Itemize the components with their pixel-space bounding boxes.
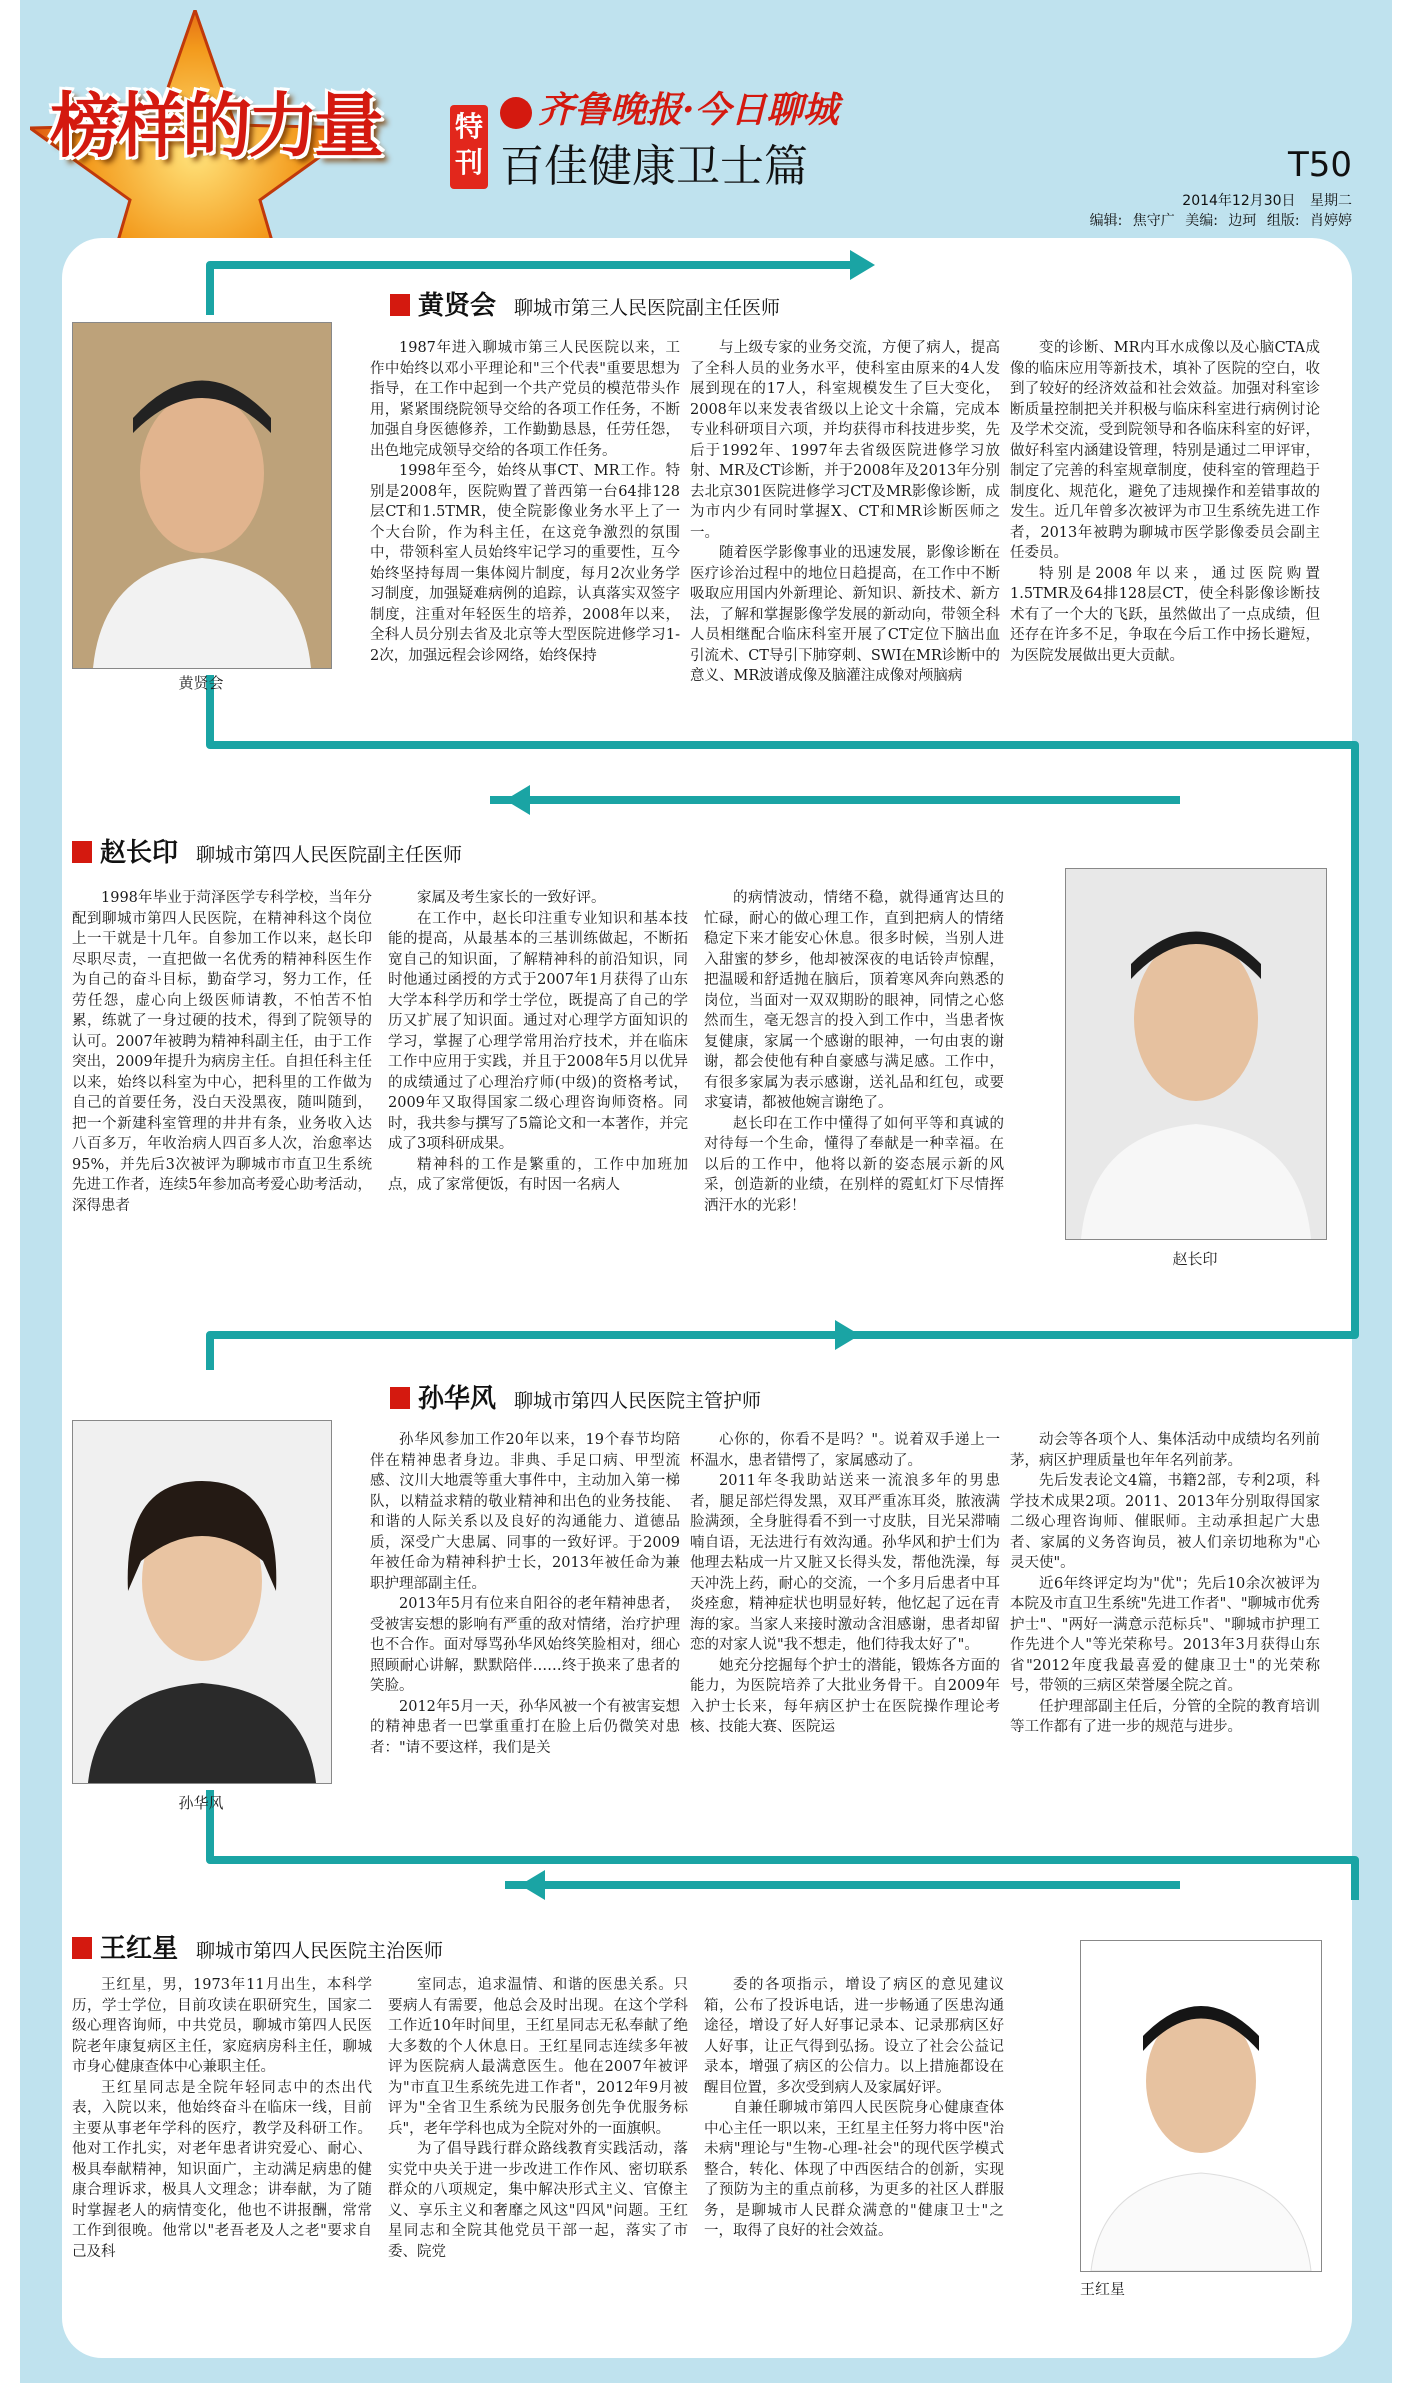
profile-name: 黄贤会 [418, 291, 497, 321]
profile-header-4 [72, 1928, 443, 1965]
profile-name: 赵长印 [100, 838, 179, 868]
masthead [20, 0, 1392, 240]
profile-title: 聊城市第四人民医院副主任医师 [196, 844, 463, 866]
newspaper-name-text: 齐鲁晚报·今日聊城 [538, 89, 839, 131]
newspaper-name [500, 82, 839, 133]
photo-caption: 赵长印 [1172, 1250, 1218, 1268]
article-column: 与上级专家的业务交流，方便了病人，提高了全科人员的业务水平，使科室由原来的4人发展到现在的17人，科室规模发生了巨大变化，2008年以来发表省级以上论文十余篇，完成本专业科研项目六项，并均获得市科技进步奖，先后于1992年、1997年去省级医院进修学习放射、MR及CT诊断，并于2008年及2013年分别去北京301医院进修学习CT及MR影像诊断，成为市内少有同时掌握X、CT和MR诊断医师之一。 随着医学影像事业的迅速发展，影像诊断在医疗诊治过程中的地位日趋提高，在工作中不断吸取应用国内外新理论、新知识、新技术、新方法，了解和掌握影像学发展的新动向，带领全科人员相继配合临床科室开展了CT定位下脑出血引流术、CT导引下肺穿刺、SWI在MR诊断中的意义、MR波谱成像及脑灌注成像对颅脑病 [690, 340, 1000, 684]
photo-caption: 王红星 [1080, 2280, 1126, 2298]
profile-title: 聊城市第四人民医院主治医师 [196, 1940, 444, 1962]
newspaper-logo-icon [500, 97, 532, 129]
article-column: 孙华风参加工作20年以来，19个春节均陪伴在精神患者身边。非典、手足口病、甲型流感、汶川大地震等重大事件中，主动加入第一梯队，以精益求精的敬业精神和出色的业务技能、和谐的人际关系以及良好的沟通能力、道德品质，深受广大患属、同事的一致好评。于2009年被任命为精神科护士长，2013年被任命为兼职护理部副主任。 2013年5月有位来自阳谷的老年精神患者，受被害妄想的影响有严重的敌对情绪，治疗护理也不合作。面对辱骂孙华风始终笑脸相对，细心照顾耐心讲解，默默陪伴……终于换来了患者的笑脸。 2012年5月一天，孙华风被一个有被害妄想的精神患者一巴掌重重打在脸上后仍微笑对患者："请不要这样，我们是关 [370, 1432, 680, 1756]
special-badge: 特刊 [450, 105, 488, 189]
article-column: 动会等各项个人、集体活动中成绩均名列前茅，病区护理质量也年年名列前茅。 先后发表论文4篇，书籍2部，专利2项，科学技术成果2项。2011、2013年分别取得国家二级心理咨询师、催眠师。主动承担起广大患者、家属的义务咨询员，被人们亲切地称为"心灵天使"。 近6年终评定均为"优"；先后10余次被评为本院及市直卫生系统"先进工作者"、"聊城市优秀护士"、"两好一满意示范标兵"、"聊城市护理工作先进个人"等光荣称号。2013年3月获得山东省"2012年度我最喜爱的健康卫士"的光荣称号，带领的三病区荣誉屡全院之首。 任护理部副主任后，分管的全院的教育培训等工作都有了进一步的规范与进步。 [1010, 1432, 1320, 1735]
masthead-title: 榜样的力量 [50, 84, 380, 167]
article-column: 委的各项指示，增设了病区的意见建议箱，公布了投诉电话，进一步畅通了医患沟通途径，增设了好人好事记录本、记录那病区好人好事，让正气得到弘扬。设立了社会公益记录本，增强了病区的公信力。以上措施都设在醒目位置，多次受到病人及家属好评。 自兼任聊城市第四人民医院身心健康查体中心主任一职以来，王红星主任努力将中医"治未病"理论与"生物-心理-社会"的现代医学模式整合，转化、体现了中西医结合的创新，实现了预防为主的重点前移，为更多的社区人群服务，是聊城市人民群众满意的"健康卫士"之一，取得了良好的社会效益。 [704, 1977, 1004, 2239]
article-column: 1987年进入聊城市第三人民医院以来，工作中始终以邓小平理论和"三个代表"重要思想为指导，在工作中起到一个共产党员的模范带头作用，紧紧围绕院领导交给的各项工作任务，不断加强自身医德修养，工作勤勤恳恳，任劳任怨，出色地完成领导交给的各项工作任务。 1998年至今，始终从事CT、MR工作。特别是2008年，医院购置了普西第一台64排128层CT和1.5TMR，使全院影像业务水平上了一个大台阶，作为科主任，在这竞争激烈的氛围中，带领科室人员始终牢记学习的重要性，互今始终坚持每周一集体阅片制度，每月2次业务学习制度，加强疑难病例的追踪，认真落实双签字制度，注重对年轻医生的培养，2008年以来，全科人员分别去省及北京等大型医院进修学习1-2次，加强远程会诊网络，始终保持 [370, 340, 680, 664]
section-title: 百佳健康卫士篇 [500, 141, 808, 192]
photo-caption: 黄贤会 [178, 674, 224, 692]
portrait-photo [72, 1420, 332, 1784]
portrait-photo [1080, 1940, 1322, 2272]
profile-name: 孙华风 [418, 1384, 497, 1414]
profile-title: 聊城市第三人民医院副主任医师 [514, 297, 781, 319]
issue-date: 2014年12月30日 星期二 [1182, 193, 1352, 209]
portrait-photo [1065, 868, 1327, 1240]
editor-credits: 编辑: 焦守广 美编: 边珂 组版: 肖婷婷 [1089, 213, 1352, 229]
article-column: 心你的，你看不是吗？"。说着双手递上一杯温水，患者错愕了，家属感动了。 2011年冬我助站送来一流浪多年的男患者，腿足部烂得发黑，双耳严重冻耳炎，脓液满脸满颈，全身脏得看不到一寸皮肤，目光呆滞喃喃自语，无法进行有效沟通。孙华风和护士们为他理去粘成一片又脏又长得头发，帮他洗澡，每天冲洗上药，耐心的交流，一个多月后患者中耳炎痊愈，精神症状也明显好转，他忆起了远在青海的家。当家人来接时激动含泪感谢，患者却留恋的对家人说"我不想走，他们待我太好了"。 她充分挖掘每个护士的潜能，锻炼各方面的能力，为医院培养了大批业务骨干。自2009年入护士长来，每年病区护士在医院操作理论考核、技能大赛、医院运 [690, 1432, 1000, 1735]
article-column: 的病情波动，情绪不稳，就得通宵达旦的忙碌，耐心的做心理工作，直到把病人的情绪稳定下来才能安心休息。很多时候，当别人进入甜蜜的梦乡，他却被深夜的电话铃声惊醒，把温暖和舒适抛在脑后，顶着寒风奔向熟悉的岗位，当面对一双双期盼的眼神，同情之心悠然而生，毫无怨言的投入到工作中，当患者恢复健康，家属一个感谢的眼神，一句由衷的谢谢，都会使他有种自豪感与满足感。工作中，有很多家属为表示感谢，送礼品和红包，或要求宴请，都被他婉言谢绝了。 赵长印在工作中懂得了如何平等和真诚的对待每一个生命，懂得了奉献是一种幸福。在以后的工作中，他将以新的姿态展示新的风采，创造新的业绩，在别样的霓虹灯下尽情挥洒汗水的光彩！ [704, 890, 1004, 1214]
article-column: 室同志，追求温情、和谐的医患关系。只要病人有需要，他总会及时出现。在这个学科工作近10年时间里，王红星同志无私奉献了绝大多数的个人休息日。王红星同志连续多年被评为医院病人最满意医生。他在2007年被评为"市直卫生系统先进工作者"，2012年9月被评为"全省卫生系统为民服务创先争优服务标兵"，老年学科也成为全院对外的一面旗帜。 为了倡导践行群众路线教育实践活动，落实党中央关于进一步改进工作作风、密切联系群众的八项规定，集中解决形式主义、官僚主义、享乐主义和奢靡之风这"四风"问题。王红星同志和全院其他党员干部一起，落实了市委、院党 [388, 1977, 688, 2260]
article-column: 1998年毕业于菏泽医学专科学校，当年分配到聊城市第四人民医院，在精神科这个岗位上一干就是十几年。自参加工作以来，赵长印尽职尽责，一直把做一名优秀的精神科医生作为自己的奋斗目标，勤奋学习，努力工作，任劳任怨，虚心向上级医师请教，不怕苦不怕累，练就了一身过硬的技术，得到了院领导的认可。2007年被聘为精神科副主任，由于工作突出，2009年提升为病房主任。自担任科主任以来，始终以科室为中心，把科里的工作做为自己的首要任务，没白天没黑夜，随叫随到，把一个新建科室管理的井井有条，业务收入达八百多万，年收治病人四百多人次，治愈率达95%，并先后3次被评为聊城市市直卫生系统先进工作者，连续5年参加高考爱心助考活动，深得患者 [72, 890, 372, 1214]
profile-header-2 [72, 832, 462, 869]
article-column: 王红星，男，1973年11月出生，本科学历，学士学位，目前攻读在职研究生，国家二级心理咨询师，中共党员，聊城市第四人民医院老年康复病区主任，家庭病房科主任，聊城市身心健康查体中心兼职主任。 王红星同志是全院年轻同志中的杰出代表，入院以来，他始终奋斗在临床一线，目前主要从事老年学科的医疗，教学及科研工作。他对工作扎实，对老年患者讲究爱心、耐心、极具奉献精神，知识面广，主动满足病患的健康合理诉求，极具人文理念；讲奉献，为了随时掌握老人的病情变化，他也不讲报酬，常常工作到很晚。他常以"老吾老及人之老"要求自己及科 [72, 1977, 372, 2260]
portrait-photo [72, 322, 332, 669]
profile-title: 聊城市第四人民医院主管护师 [514, 1390, 762, 1412]
profile-name: 王红星 [100, 1934, 179, 1964]
profile-header-1 [390, 285, 780, 322]
page-number: T50 [1287, 145, 1352, 185]
photo-caption: 孙华风 [178, 1794, 224, 1812]
article-column: 变的诊断、MR内耳水成像以及心脑CTA成像的临床应用等新技术，填补了医院的空白，收到了较好的经济效益和社会效益。加强对科室诊断质量控制把关并积极与临床科室进行病例讨论及学术交流，受到院领导和各临床科室的好评，做好科室内涵建设管理，特别是通过二甲评审，制定了完善的科室规章制度，使科室的管理趋于制度化、规范化，避免了违规操作和差错事故的发生。近几年曾多次被评为市卫生系统先进工作者，2013年被聘为聊城市医学影像委员会副主任委员。 特别是2008年以来，通过医院购置1.5TMR及64排128层CT，使全科影像诊断技术有了一个大的飞跃，虽然做出了一点成绩，但还存在许多不足，争取在今后工作中扬长避短，为医院发展做出更大贡献。 [1010, 340, 1320, 664]
article-column: 家属及考生家长的一致好评。 在工作中，赵长印注重专业知识和基本技能的提高，从最基本的三基训练做起，不断拓宽自己的知识面，了解精神科的前沿知识，同时他通过函授的方式于2007年1月获得了山东大学本科学历和学士学位，既提高了自己的学历又扩展了知识面。通过对心理学方面知识的学习，掌握了心理学常用治疗技术，并在临床工作中应用于实践，并且于2008年5月以优异的成绩通过了心理治疗师(中级)的资格考试，2009年又取得国家二级心理咨询师资格。同时，我共参与撰写了5篇论文和一本著作，并完成了3项科研成果。 精神科的工作是繁重的，工作中加班加点，成了家常便饭，有时因一名病人 [388, 890, 688, 1193]
profile-header-3 [390, 1378, 761, 1415]
